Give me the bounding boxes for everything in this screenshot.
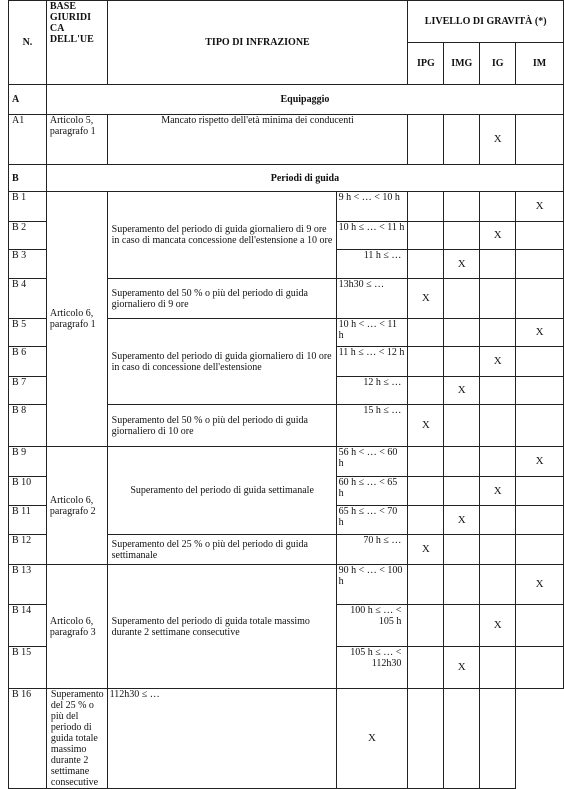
row-cond: 70 h ≤ …: [336, 535, 408, 565]
row-cond: 112h30 ≤ …: [107, 689, 336, 789]
header-base: BASE GIURIDI CA DELL'UE: [46, 1, 107, 85]
mark-img: [444, 477, 480, 506]
mark-img: [444, 192, 480, 222]
row-n: B 1: [9, 192, 47, 222]
infringement-table: [8, 0, 564, 789]
mark-ig: [480, 192, 516, 222]
table-row: [9, 689, 564, 789]
mark-im: [516, 535, 564, 565]
mark-ipg: [408, 115, 444, 165]
row-n: B 2: [9, 222, 47, 250]
section-a-title: Equipaggio: [46, 85, 563, 115]
row-n: A1: [9, 115, 47, 165]
section-a-code: A: [9, 85, 47, 115]
row-cond: 10 h < … < 11 h: [336, 319, 408, 347]
mark-ig: [480, 447, 516, 477]
mark-ipg: [408, 222, 444, 250]
row-n: B 6: [9, 347, 47, 377]
mark-img: [444, 565, 480, 605]
mark-im: [516, 250, 564, 279]
mark-ig: [480, 319, 516, 347]
mark-img: X: [444, 377, 480, 405]
mark-ig: [480, 647, 516, 689]
mark-ig: X: [480, 222, 516, 250]
mark-ig: X: [480, 115, 516, 165]
mark-im: [516, 477, 564, 506]
mark-ipg: [408, 647, 444, 689]
mark-im: [516, 405, 564, 447]
mark-im: X: [516, 565, 564, 605]
mark-ipg: [408, 605, 444, 647]
mark-ig: X: [480, 605, 516, 647]
mark-ipg: [408, 447, 444, 477]
row-n: B 5: [9, 319, 47, 347]
mark-im: X: [516, 192, 564, 222]
section-b-title: Periodi di guida: [46, 165, 563, 192]
mark-img: [444, 279, 480, 319]
mark-im: [516, 279, 564, 319]
header-tipo: TIPO DI INFRAZIONE: [107, 1, 408, 85]
row-n: B 8: [9, 405, 47, 447]
row-n: B 15: [9, 647, 47, 689]
row-desc: Superamento del 50 % o più del periodo di guida giornaliero di 9 ore: [107, 279, 336, 319]
header-level-ipg: IPG: [408, 43, 444, 85]
mark-img: X: [444, 250, 480, 279]
section-b-code: B: [9, 165, 47, 192]
row-desc: Superamento del 50 % o più del periodo di guida giornaliero di 10 ore: [107, 405, 336, 447]
mark-ipg: [408, 347, 444, 377]
row-n: B 9: [9, 447, 47, 477]
header-livello: LIVELLO DI GRAVITÀ (*): [408, 1, 564, 43]
row-n: B 14: [9, 605, 47, 647]
row-cond: 13h30 ≤ …: [336, 279, 408, 319]
mark-im: X: [516, 447, 564, 477]
mark-ipg: [408, 377, 444, 405]
mark-ipg: X: [408, 405, 444, 447]
mark-ipg: X: [408, 535, 444, 565]
mark-im: [516, 115, 564, 165]
row-cond: 15 h ≤ …: [336, 405, 408, 447]
row-n: B 10: [9, 477, 47, 506]
row-n: B 7: [9, 377, 47, 405]
header-level-ig: IG: [480, 43, 516, 85]
mark-im: [516, 605, 564, 647]
row-cond: 11 h ≤ …: [336, 250, 408, 279]
mark-img: [444, 319, 480, 347]
row-desc: Mancato rispetto dell'età minima dei conducenti: [107, 115, 408, 165]
row-cond: 56 h < … < 60 h: [336, 447, 408, 477]
mark-im: [516, 647, 564, 689]
row-n: B 11: [9, 506, 47, 535]
mark-im: [480, 689, 516, 789]
mark-img: [444, 347, 480, 377]
row-cond: 65 h ≤ … < 70 h: [336, 506, 408, 535]
mark-ig: [480, 506, 516, 535]
row-desc: Superamento del periodo di guida giornaliero di 9 ore in caso di mancata concessione dell'estensione a 10 ore: [107, 192, 336, 279]
mark-ig: [480, 377, 516, 405]
row-n: B 4: [9, 279, 47, 319]
mark-ig: [444, 689, 480, 789]
row-cond: 11 h ≤ … < 12 h: [336, 347, 408, 377]
row-n: B 3: [9, 250, 47, 279]
row-desc: Superamento del 25 % o più del periodo di guida settimanale: [107, 535, 336, 565]
mark-img: [444, 115, 480, 165]
table-row: [9, 447, 564, 477]
mark-ipg: X: [408, 279, 444, 319]
header-n: N.: [9, 1, 47, 85]
table-row: [9, 192, 564, 222]
header-level-img: IMG: [444, 43, 480, 85]
mark-ig: [480, 565, 516, 605]
mark-img: [444, 222, 480, 250]
mark-im: X: [516, 319, 564, 347]
row-desc: Superamento del periodo di guida settimanale: [107, 447, 336, 535]
row-cond: 10 h ≤ … < 11 h: [336, 222, 408, 250]
row-base: Articolo 6, paragrafo 3: [46, 565, 107, 689]
row-desc: Superamento del 25 % o più del periodo di guida totale massimo durante 2 settimane consecutive: [46, 689, 107, 789]
row-base: Articolo 6, paragrafo 2: [46, 447, 107, 565]
row-n: B 13: [9, 565, 47, 605]
row-n: B 16: [9, 689, 47, 789]
row-cond: 100 h ≤ … < 105 h: [336, 605, 408, 647]
mark-img: [444, 605, 480, 647]
mark-ig: X: [480, 347, 516, 377]
row-base: Articolo 6, paragrafo 1: [46, 192, 107, 447]
row-desc: Superamento del periodo di guida totale massimo durante 2 settimane consecutive: [107, 565, 336, 689]
mark-im: [516, 347, 564, 377]
mark-ig: [480, 250, 516, 279]
row-desc: Superamento del periodo di guida giornaliero di 10 ore in caso di concessione dell'estensione: [107, 319, 336, 405]
mark-ipg: [408, 250, 444, 279]
mark-ig: [480, 535, 516, 565]
mark-im: [516, 222, 564, 250]
mark-ipg: X: [336, 689, 408, 789]
row-cond: 12 h ≤ …: [336, 377, 408, 405]
mark-img: [408, 689, 444, 789]
row-cond: 9 h < … < 10 h: [336, 192, 408, 222]
row-base: Articolo 5, paragrafo 1: [46, 115, 107, 165]
mark-ipg: [408, 319, 444, 347]
mark-ig: X: [480, 477, 516, 506]
mark-ipg: [408, 192, 444, 222]
mark-ig: [480, 405, 516, 447]
mark-img: X: [444, 647, 480, 689]
mark-im: [516, 377, 564, 405]
row-cond: 60 h ≤ … < 65 h: [336, 477, 408, 506]
row-cond: 90 h < … < 100 h: [336, 565, 408, 605]
row-cond: 105 h ≤ … < 112h30: [336, 647, 408, 689]
mark-im: [516, 506, 564, 535]
row-n: B 12: [9, 535, 47, 565]
mark-img: [444, 447, 480, 477]
table-row: [9, 565, 564, 605]
mark-img: [444, 405, 480, 447]
mark-ig: [480, 279, 516, 319]
mark-img: [444, 535, 480, 565]
mark-img: X: [444, 506, 480, 535]
header-level-im: IM: [516, 43, 564, 85]
mark-ipg: [408, 565, 444, 605]
mark-ipg: [408, 506, 444, 535]
mark-ipg: [408, 477, 444, 506]
